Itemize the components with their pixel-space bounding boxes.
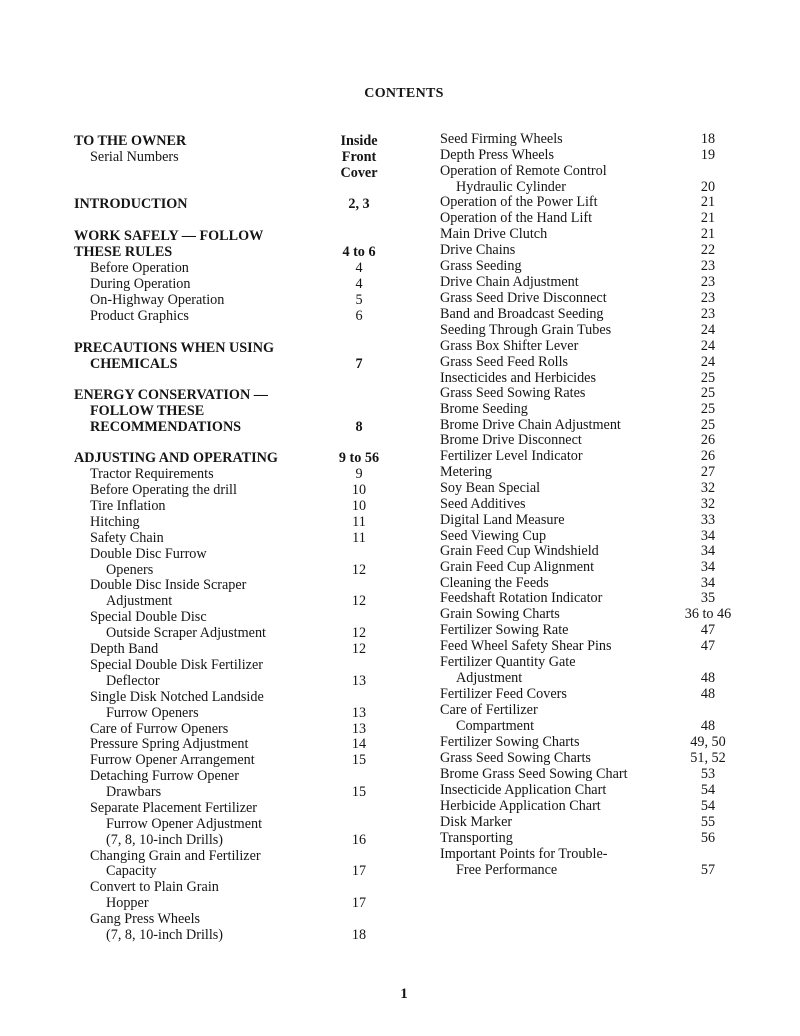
toc-left-entry: PRECAUTIONS WHEN USING [74,340,274,356]
toc-right-page-ref: 24 [700,354,716,370]
toc-left-page-ref: 12 [351,641,367,657]
toc-right-page-ref: 20 [700,179,716,195]
toc-right-entry: Depth Press Wheels [440,147,555,163]
page-title: CONTENTS [364,86,444,101]
toc-right-page-ref: 48 [700,670,716,686]
toc-right-page-ref: 33 [700,512,716,528]
toc-left-page-ref: 6 [355,308,363,324]
toc-left-page-ref: 17 [351,895,367,911]
toc-left-entry: Separate Placement Fertilizer [90,800,258,816]
toc-right-page-ref: 25 [700,370,716,386]
toc-right-entry: Brome Drive Chain Adjustment [440,417,621,433]
toc-right-entry: Fertilizer Sowing Rate [440,622,569,638]
toc-right-entry: Operation of the Hand Lift [440,210,593,226]
toc-right-entry: Operation of the Power Lift [440,194,598,210]
toc-left-page-ref: 11 [352,514,366,530]
toc-left-entry: Serial Numbers [90,149,179,165]
toc-right-page-ref: 48 [700,718,716,734]
toc-left-entry: Safety Chain [90,530,164,546]
toc-left-page-ref: Front [341,149,377,165]
toc-right-entry: Brome Seeding [440,401,528,417]
toc-left-page-ref: 4 to 6 [342,244,376,260]
toc-right-page-ref: 36 to 46 [684,606,732,622]
toc-left-page-ref: 18 [351,927,367,943]
toc-left-entry: ENERGY CONSERVATION — [74,387,268,403]
toc-left-entry: Openers [106,562,154,578]
toc-left-entry: Tire Inflation [90,498,166,514]
toc-left-entry: INTRODUCTION [74,196,188,212]
toc-right-entry: Hydraulic Cylinder [456,179,566,195]
toc-left-entry: Care of Furrow Openers [90,721,229,737]
toc-right-entry: Insecticides and Herbicides [440,370,597,386]
toc-right-entry: Seed Additives [440,496,526,512]
toc-left-page-ref: 12 [351,625,367,641]
toc-left-page-ref: 15 [351,752,367,768]
toc-left-entry: Pressure Spring Adjustment [90,736,249,752]
toc-right-page-ref: 53 [700,766,716,782]
toc-left-page-ref: 5 [355,292,363,308]
toc-left-page-ref: 10 [351,482,367,498]
toc-left-entry: Hopper [106,895,149,911]
toc-right-entry: Seed Firming Wheels [440,131,563,147]
toc-right-entry: Grass Box Shifter Lever [440,338,579,354]
toc-right-entry: Herbicide Application Chart [440,798,601,814]
toc-right-page-ref: 47 [700,622,716,638]
toc-left-page-ref: 4 [355,276,363,292]
toc-left-entry: Single Disk Notched Landside [90,689,264,705]
toc-right-entry: Grass Seeding [440,258,522,274]
toc-left-entry: During Operation [90,276,191,292]
toc-left-page-ref: 11 [352,530,366,546]
toc-right-entry: Seeding Through Grain Tubes [440,322,612,338]
toc-left-entry: Adjustment [106,593,173,609]
toc-right-page-ref: 51, 52 [690,750,726,766]
toc-right-entry: Care of Fertilizer [440,702,538,718]
toc-left-entry: (7, 8, 10-inch Drills) [106,832,224,848]
toc-left-page-ref: 13 [351,721,367,737]
toc-left-entry: Convert to Plain Grain [90,879,219,895]
toc-left-entry: Double Disc Furrow [90,546,207,562]
toc-left-entry: WORK SAFELY — FOLLOW [74,228,264,244]
toc-right-page-ref: 49, 50 [690,734,726,750]
toc-left-entry: Tractor Requirements [90,466,214,482]
toc-right-page-ref: 21 [700,210,716,226]
toc-right-page-ref: 34 [700,559,716,575]
toc-right-entry: Grass Seed Sowing Charts [440,750,591,766]
toc-left-entry: Gang Press Wheels [90,911,201,927]
toc-right-entry: Brome Drive Disconnect [440,432,582,448]
toc-left-entry: Depth Band [90,641,159,657]
toc-right-entry: Operation of Remote Control [440,163,607,179]
toc-left-entry: Hitching [90,514,140,530]
toc-right-entry: Metering [440,464,493,480]
toc-left-page-ref: 9 [355,466,363,482]
toc-right-entry: Adjustment [456,670,523,686]
toc-left-entry: CHEMICALS [90,356,178,372]
toc-left-entry: (7, 8, 10-inch Drills) [106,927,224,943]
toc-left-page-ref: 8 [355,419,363,435]
toc-right-entry: Important Points for Trouble- [440,846,608,862]
toc-right-page-ref: 18 [700,131,716,147]
toc-right-page-ref: 56 [700,830,716,846]
toc-left-page-ref: Cover [340,165,378,181]
toc-right-entry: Fertilizer Quantity Gate [440,654,576,670]
toc-left-entry: Changing Grain and Fertilizer [90,848,261,864]
toc-right-entry: Brome Grass Seed Sowing Chart [440,766,628,782]
toc-right-page-ref: 57 [700,862,716,878]
toc-right-page-ref: 32 [700,496,716,512]
toc-right-page-ref: 34 [700,528,716,544]
toc-left-page-ref: 4 [355,260,363,276]
toc-left-entry: RECOMMENDATIONS [90,419,242,435]
toc-right-entry: Drive Chains [440,242,516,258]
toc-right-page-ref: 25 [700,417,716,433]
toc-left-entry: Special Double Disk Fertilizer [90,657,263,673]
toc-right-entry: Grain Sowing Charts [440,606,560,622]
toc-right-entry: Feed Wheel Safety Shear Pins [440,638,612,654]
toc-right-page-ref: 23 [700,306,716,322]
toc-right-page-ref: 32 [700,480,716,496]
toc-left-page-ref: 10 [351,498,367,514]
toc-right-page-ref: 21 [700,194,716,210]
toc-right-page-ref: 21 [700,226,716,242]
toc-right-entry: Grass Seed Sowing Rates [440,385,586,401]
toc-right-page-ref: 25 [700,401,716,417]
toc-right-entry: Soy Bean Special [440,480,541,496]
toc-right-page-ref: 25 [700,385,716,401]
toc-right-page-ref: 54 [700,782,716,798]
toc-left-entry: Furrow Opener Arrangement [90,752,255,768]
toc-right-entry: Seed Viewing Cup [440,528,547,544]
toc-right-entry: Drive Chain Adjustment [440,274,579,290]
toc-left-page-ref: 2, 3 [348,196,370,212]
toc-right-entry: Band and Broadcast Seeding [440,306,604,322]
toc-right-entry: Main Drive Clutch [440,226,548,242]
toc-right-entry: Grain Feed Cup Windshield [440,543,599,559]
toc-left-entry: Outside Scraper Adjustment [106,625,266,641]
toc-left-entry: FOLLOW THESE [90,403,205,419]
toc-right-entry: Free Performance [456,862,558,878]
toc-left-entry: Detaching Furrow Opener [90,768,239,784]
toc-right-page-ref: 26 [700,432,716,448]
toc-right-entry: Disk Marker [440,814,513,830]
toc-right-page-ref: 24 [700,322,716,338]
toc-right-entry: Fertilizer Level Indicator [440,448,583,464]
toc-left-entry: Before Operation [90,260,189,276]
toc-right-entry: Fertilizer Feed Covers [440,686,567,702]
toc-left-page-ref: 14 [351,736,367,752]
toc-left-entry: TO THE OWNER [74,133,187,149]
toc-left-entry: Product Graphics [90,308,189,324]
toc-right-entry: Digital Land Measure [440,512,565,528]
toc-right-page-ref: 26 [700,448,716,464]
toc-right-page-ref: 34 [700,575,716,591]
toc-left-entry: On-Highway Operation [90,292,225,308]
toc-left-entry: Furrow Openers [106,705,199,721]
toc-right-page-ref: 35 [700,590,716,606]
toc-right-entry: Transporting [440,830,513,846]
toc-right-page-ref: 34 [700,543,716,559]
toc-left-page-ref: 17 [351,863,367,879]
toc-left-page-ref: 7 [355,356,363,372]
toc-right-entry: Grass Seed Drive Disconnect [440,290,607,306]
toc-right-page-ref: 27 [700,464,716,480]
toc-left-entry: Special Double Disc [90,609,207,625]
toc-left-page-ref: 16 [351,832,367,848]
toc-left-page-ref: 12 [351,562,367,578]
toc-right-page-ref: 54 [700,798,716,814]
toc-left-page-ref: 13 [351,705,367,721]
toc-left-entry: ADJUSTING AND OPERATING [74,450,278,466]
toc-right-entry: Grain Feed Cup Alignment [440,559,595,575]
toc-left-entry: Furrow Opener Adjustment [106,816,263,832]
toc-right-page-ref: 22 [700,242,716,258]
toc-right-entry: Cleaning the Feeds [440,575,549,591]
toc-right-page-ref: 24 [700,338,716,354]
toc-left-page-ref: 13 [351,673,367,689]
toc-right-entry: Compartment [456,718,535,734]
toc-right-entry: Grass Seed Feed Rolls [440,354,569,370]
toc-left-entry: Deflector [106,673,160,689]
page-number: 1 [400,986,408,1002]
toc-right-entry: Insecticide Application Chart [440,782,607,798]
toc-right-page-ref: 55 [700,814,716,830]
toc-left-entry: THESE RULES [74,244,173,260]
toc-right-entry: Feedshaft Rotation Indicator [440,590,603,606]
toc-right-page-ref: 19 [700,147,716,163]
toc-right-page-ref: 23 [700,258,716,274]
toc-left-entry: Capacity [106,863,157,879]
toc-right-entry: Fertilizer Sowing Charts [440,734,580,750]
toc-left-page-ref: 15 [351,784,367,800]
toc-left-page-ref: 12 [351,593,367,609]
toc-right-page-ref: 23 [700,290,716,306]
toc-right-page-ref: 47 [700,638,716,654]
toc-left-entry: Before Operating the drill [90,482,237,498]
toc-left-entry: Drawbars [106,784,162,800]
toc-left-page-ref: Inside [340,133,378,149]
toc-right-page-ref: 23 [700,274,716,290]
toc-left-page-ref: 9 to 56 [338,450,380,466]
toc-right-page-ref: 48 [700,686,716,702]
toc-left-entry: Double Disc Inside Scraper [90,577,247,593]
